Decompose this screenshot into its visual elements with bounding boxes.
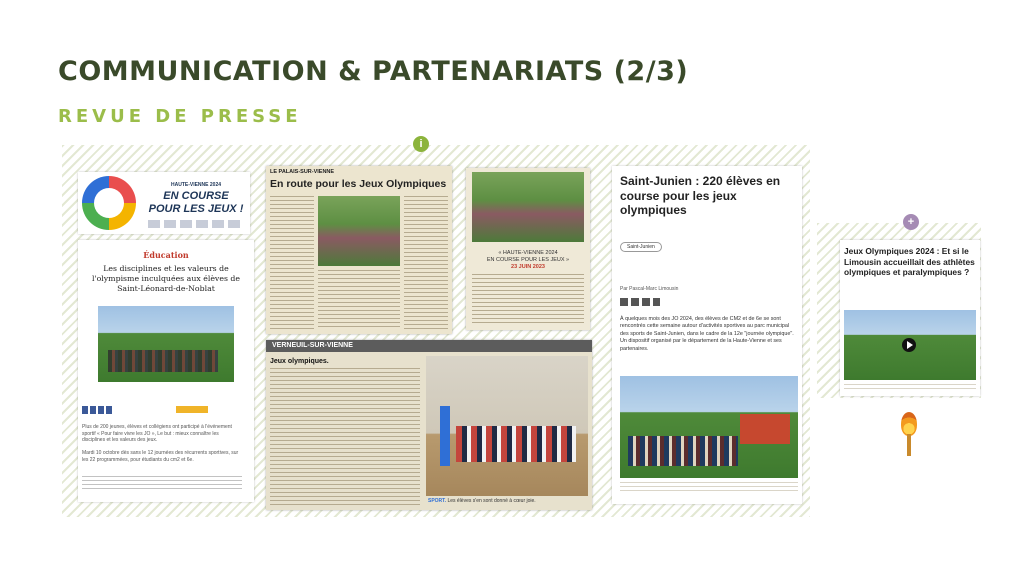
article-text-column — [270, 196, 314, 330]
logo-icon — [82, 176, 136, 230]
plus-icon[interactable]: + — [903, 214, 919, 230]
slide-subtitle: REVUE DE PRESSE — [58, 106, 302, 127]
article-headline: Jeux Olympiques 2024 : Et si le Limousin accueillait des athlètes olympiques et paralympiques ? — [844, 246, 975, 278]
article-section: Éducation — [143, 250, 189, 260]
info-icon[interactable]: i — [413, 136, 429, 152]
article-text-column — [404, 196, 448, 330]
poster-line-2: EN COURSE — [163, 190, 229, 202]
article-text-block — [472, 274, 584, 324]
article-headline: Les disciplines et les valeurs de l'olympisme inculquées aux élèves de Saint-Léonard-de-Noblat — [91, 264, 241, 293]
article-photo — [620, 376, 798, 478]
article-course[interactable] — [466, 168, 590, 330]
flame-icon — [898, 412, 920, 458]
article-verneuil[interactable] — [266, 340, 592, 510]
share-icons[interactable] — [620, 298, 660, 306]
article-photo — [98, 306, 234, 382]
article-photo — [318, 196, 400, 266]
article-palais[interactable] — [266, 166, 452, 334]
slide-title: COMMUNICATION & PARTENARIATS (2/3) — [58, 56, 689, 87]
article-video[interactable] — [844, 310, 976, 380]
article-photo — [426, 356, 588, 496]
poster-card — [78, 172, 250, 234]
article-paragraph-1: Plus de 200 jeunes, élèves et collégiens ont participé à l'événement sportif « Pour faire vivre les JO », Le but : mieux connaître les disciplines et les valeurs des jeux. — [82, 424, 232, 443]
article-body: À quelques mois des JO 2024, des élèves de CM2 et de 6e se sont rencontrés cette semaine autour d'activités sportives au parc municipal des sports de Saint-Junien, dans le cadre de la 12e "journée olympique". Un dispositif organisé par le département de la Haute-Vienne et ses partenaires. — [620, 316, 794, 352]
article-lead: Jeux olympiques. — [270, 358, 329, 365]
article-limousin[interactable] — [840, 240, 980, 396]
follow-button[interactable] — [176, 406, 208, 413]
article-text-block — [82, 476, 242, 490]
partner-logos — [148, 220, 244, 228]
article-education[interactable] — [78, 240, 254, 502]
article-caption-1: « HAUTE-VIENNE 2024 — [498, 250, 558, 256]
article-location: LE PALAIS-SUR-VIENNE — [270, 169, 335, 175]
article-paragraph-2: Mardi 10 octobre dès sans le 12 journées des récurrents sportives, sur les 22 programmées, pour étudiants du cm2 et 6e. — [82, 450, 239, 463]
article-author: Par Pascal-Marc Limousin — [620, 286, 679, 292]
poster-line-3: POUR LES JEUX ! — [148, 203, 244, 215]
article-location: VERNEUIL-SUR-VIENNE — [272, 342, 353, 349]
article-date: 23 JUIN 2023 — [511, 264, 545, 270]
play-icon[interactable] — [902, 338, 916, 352]
article-text-column — [318, 270, 400, 330]
article-caption — [844, 384, 976, 392]
article-headline: En route pour les Jeux Olympiques — [270, 178, 447, 190]
article-photo — [472, 172, 584, 242]
article-tag[interactable]: Saint-Junien — [620, 242, 662, 252]
article-headline: Saint-Junien : 220 élèves en course pour les jeux olympiques — [620, 174, 781, 217]
article-caption — [620, 482, 798, 492]
article-caption-2: EN COURSE POUR LES JEUX » — [486, 257, 570, 263]
poster-line-1: HAUTE-VIENNE 2024 — [170, 182, 221, 188]
share-icons[interactable] — [82, 406, 112, 414]
article-caption: SPORT. Les élèves s'en sont donné à cœur joie. — [428, 498, 536, 504]
article-text-column — [270, 368, 420, 506]
article-saint-junien[interactable] — [612, 166, 802, 504]
